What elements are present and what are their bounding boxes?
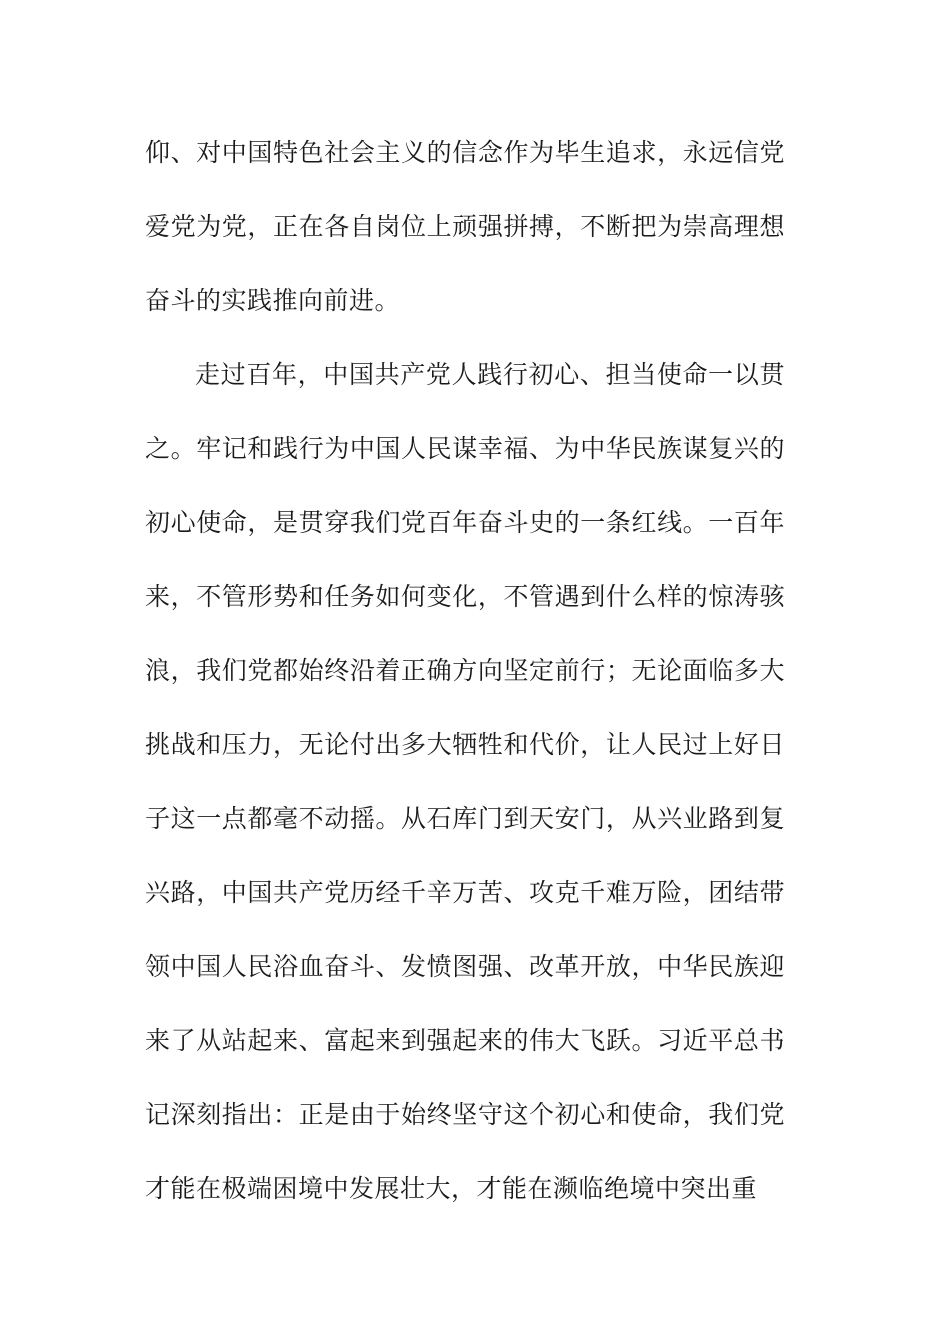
text-line: 爱党为党，正在各自岗位上顽强拼搏，不断把为崇高理想 (145, 212, 785, 241)
text-line: 来了从站起来、富起来到强起来的伟大飞跃。习近平总书 (145, 1026, 785, 1055)
text-line: 挑战和压力，无论付出多大牺牲和代价，让人民过上好日 (145, 730, 785, 759)
text-line: 浪，我们党都始终沿着正确方向坚定前行；无论面临多大 (145, 656, 785, 685)
text-line: 来，不管形势和任务如何变化，不管遇到什么样的惊涛骇 (145, 582, 785, 611)
text-line: 才能在极端困境中发展壮大，才能在濒临绝境中突出重 (145, 1174, 758, 1203)
text-line: 领中国人民浴血奋斗、发愤图强、改革开放，中华民族迎 (145, 952, 785, 981)
text-line: 初心使命，是贯穿我们党百年奋斗史的一条红线。一百年 (145, 508, 785, 537)
text-line: 子这一点都毫不动摇。从石库门到天安门，从兴业路到复 (145, 804, 785, 833)
text-line: 奋斗的实践推向前进。 (145, 286, 401, 315)
text-line: 之。牢记和践行为中国人民谋幸福、为中华民族谋复兴的 (145, 434, 785, 463)
text-line: 仰、对中国特色社会主义的信念作为毕生追求，永远信党 (145, 138, 785, 167)
body-text (145, 128, 785, 1238)
text-line: 记深刻指出：正是由于始终坚守这个初心和使命，我们党 (145, 1100, 785, 1129)
text-line: 兴路，中国共产党历经千辛万苦、攻克千难万险，团结带 (145, 878, 785, 907)
text-line: 走过百年，中国共产党人践行初心、担当使命一以贯 (195, 360, 785, 389)
